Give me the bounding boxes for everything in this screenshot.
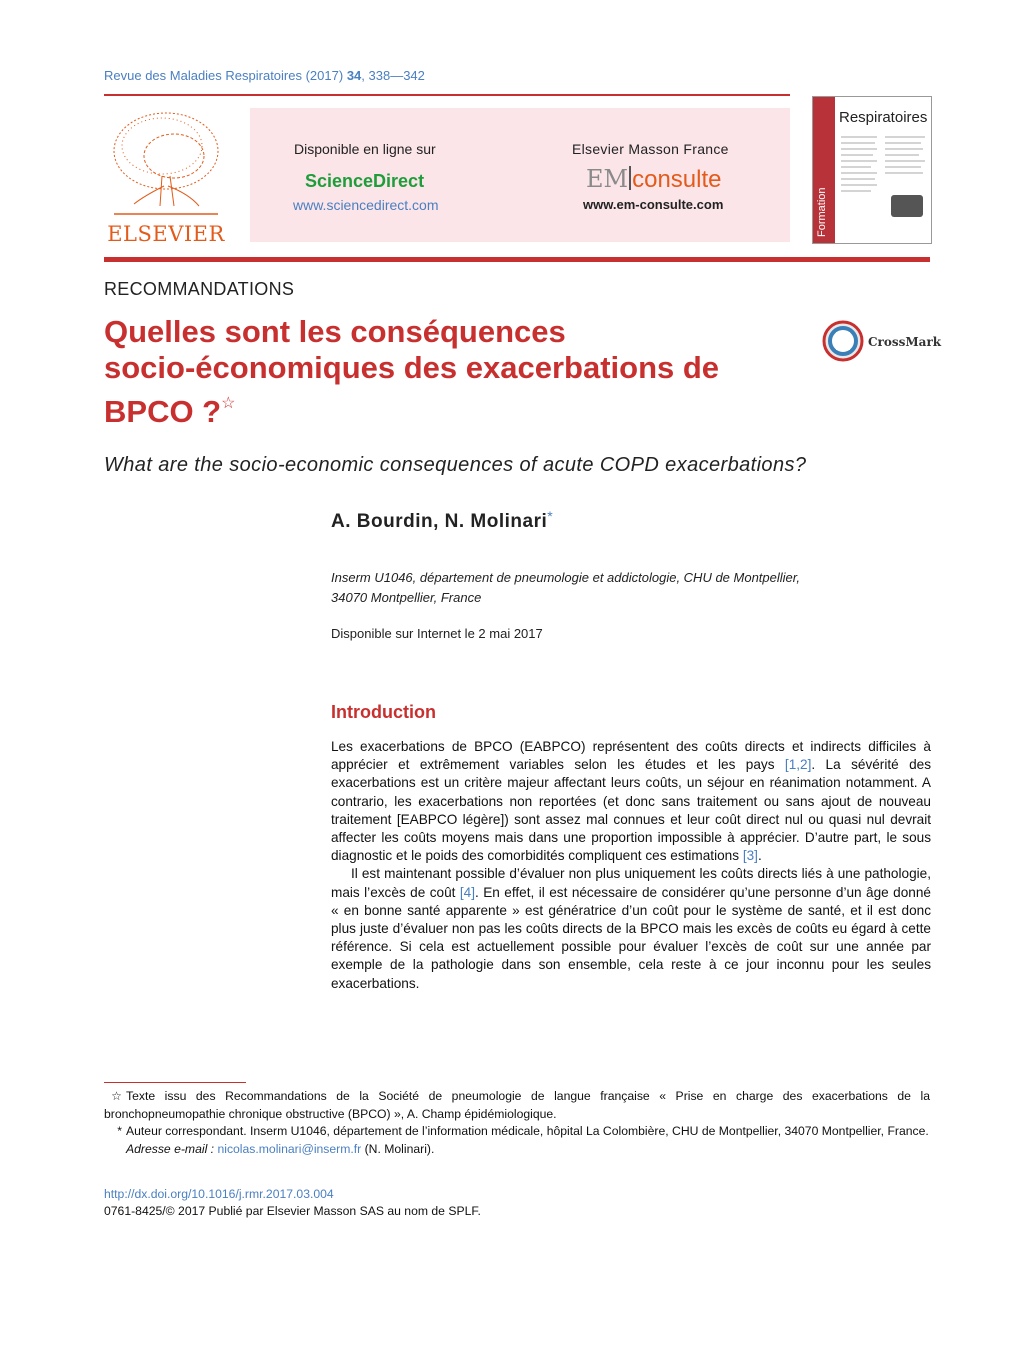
paragraph-2 xyxy=(331,865,931,992)
title-line-3-text: BPCO ? xyxy=(104,394,222,429)
title-footnote-star[interactable]: ☆ xyxy=(221,395,236,412)
citation-link[interactable]: [4] xyxy=(459,884,475,900)
available-online-label: Disponible en ligne sur xyxy=(294,141,436,157)
header-rule-top xyxy=(104,94,790,96)
paragraph-1 xyxy=(331,738,931,865)
publisher-label: Elsevier Masson France xyxy=(572,141,729,157)
email-suffix: (N. Molinari). xyxy=(361,1141,435,1156)
em-logo-left: EM xyxy=(586,165,629,193)
cover-band xyxy=(813,97,835,243)
p1-text-b: . La sévérité des exacerbations est un critère majeur affectant leurs coûts, un séjour en réanimation notamment. A contrario, les exacerbations non reportées (et donc sans traitement ou sans ajout de nouveau traitement [EABPCO légère]) sont assez mal connues et leur coût direct nul ou quasi nul devrait affecter les coûts moyens mais dans une proportion impossible à apprécier. D’autre part, le sous diagnostic et le poids des comorbidités compliquent ces estimations xyxy=(331,757,932,864)
crossmark-label[interactable]: CrossMark xyxy=(868,335,942,349)
header-rule-bottom xyxy=(104,257,930,262)
citation-link[interactable]: [1,2] xyxy=(784,757,812,773)
online-date: Disponible sur Internet le 2 mai 2017 xyxy=(331,626,543,641)
em-consulte-link[interactable]: www.em-consulte.com xyxy=(583,197,724,212)
article-subtitle: What are the socio-economic consequences of acute COPD exacerbations? xyxy=(104,454,807,476)
journal-cover xyxy=(812,96,932,244)
sciencedirect-logo[interactable]: ScienceDirect xyxy=(305,171,425,191)
p2-text-a: Il est maintenant possible d’évaluer non plus uniquement les coûts directs liés à une pathologie, mais l’excès de coût xyxy=(331,866,931,900)
em-logo-divider xyxy=(629,166,631,190)
affiliation-line-1: Inserm U1046, département de pneumologie et addictologie, CHU de Montpellier, xyxy=(331,570,800,585)
author-names: A. Bourdin, N. Molinari xyxy=(331,511,548,532)
p1-text-a: Les exacerbations de BPCO (EABPCO) représentent des coûts directs et indirects difficiles à apprécier et extrêmement variables selon les études et les pays xyxy=(331,739,931,773)
footnote-2 xyxy=(104,1123,930,1141)
introduction-heading: Introduction xyxy=(331,702,436,722)
authors xyxy=(331,508,553,533)
journal-reference[interactable] xyxy=(104,68,425,83)
footnote-2-mark: * xyxy=(117,1124,122,1138)
journal-volume: 34 xyxy=(346,68,362,83)
article-title xyxy=(104,314,764,430)
footnote-1 xyxy=(104,1088,930,1123)
corresponding-author-mark[interactable]: * xyxy=(547,508,554,524)
footnote-2-text: Auteur correspondant. Inserm U1046, département de l’information médicale, hôpital La Colombière, CHU de Montpellier, 34070 Montpellier, France. xyxy=(126,1124,929,1138)
title-line-2: socio-économiques des exacerbations de xyxy=(104,350,720,385)
em-consulte-logo[interactable] xyxy=(586,165,721,194)
p1-text-c: . xyxy=(757,848,762,864)
footnote-1-text: Texte issu des Recommandations de la Société de pneumologie de langue française « Prise en charge des exacerbations de la bronchopneumopathie chronique obstructive (BPCO) », A. Champ épidémiologique. xyxy=(104,1089,930,1121)
email-label: Adresse e-mail : xyxy=(126,1141,215,1156)
doi-link[interactable]: http://dx.doi.org/10.1016/j.rmr.2017.03.004 xyxy=(104,1187,334,1201)
sciencedirect-link[interactable]: www.sciencedirect.com xyxy=(293,197,439,213)
journal-pages: , 338—342 xyxy=(361,68,425,83)
elsevier-wordmark: ELSEVIER xyxy=(107,222,225,246)
issn-copyright: 0761-8425/© 2017 Publié par Elsevier Masson SAS au nom de SPLF. xyxy=(104,1204,481,1218)
affiliation xyxy=(331,568,891,608)
affiliation-line-2: 34070 Montpellier, France xyxy=(331,590,482,605)
cover-title: Respiratoires xyxy=(839,109,928,126)
introduction-body xyxy=(331,738,931,993)
title-line-3 xyxy=(104,386,764,430)
footnote-rule xyxy=(104,1082,246,1083)
p2-text-b: . En effet, il est nécessaire de considérer qu’une personne d’un âge donné « en bonne santé apparente » est génératrice d’un coût pour le système de santé, et il est donc plus juste d’évaluer non pas les coûts directs de la BPCO mais les excès de coûts eu égard à cette référence. Si cela est actuellement possible pour évaluer l’excès de coût sur une année par exemple de la pathologie dans son ensemble, cela reste à ce jour inconnu pour les seules exacerbations. xyxy=(331,884,931,991)
footnote-email xyxy=(104,1141,930,1159)
em-logo-right: consulte xyxy=(632,166,722,193)
footnotes xyxy=(104,1088,930,1158)
footnote-1-mark: ☆ xyxy=(111,1089,122,1103)
journal-name: Revue des Maladies Respiratoires (2017) xyxy=(104,68,344,83)
cover-image xyxy=(891,195,923,217)
cover-band-text: Formation xyxy=(816,187,828,237)
email-link[interactable]: nicolas.molinari@inserm.fr xyxy=(217,1141,362,1156)
cover-contents-lines xyxy=(841,133,925,201)
citation-link[interactable]: [3] xyxy=(742,848,758,864)
title-line-1: Quelles sont les conséquences xyxy=(104,314,566,349)
section-label: RECOMMANDATIONS xyxy=(104,279,295,299)
